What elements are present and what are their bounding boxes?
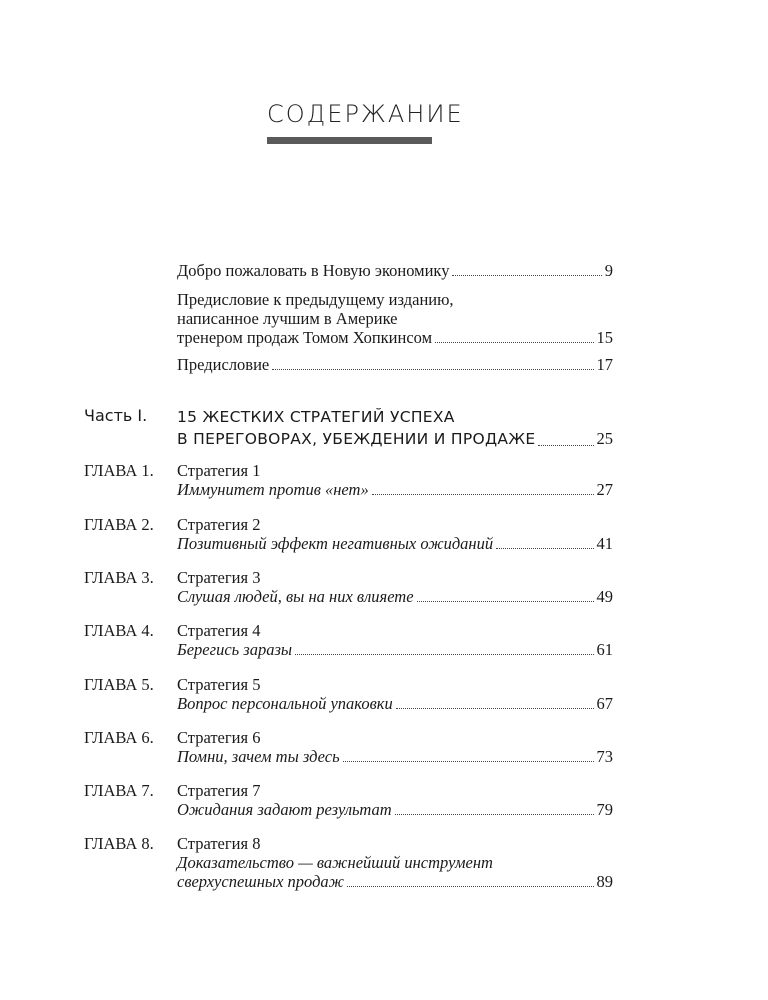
chapter-title: Доказательство — важнейший инструмент — [177, 853, 493, 872]
strategy-label: Стратегия 7 — [177, 781, 261, 800]
toc-page-number: 17 — [596, 355, 613, 374]
toc-entry-chapter-3[interactable] — [177, 568, 613, 606]
leader-dots — [538, 444, 593, 446]
toc-entry-chapter-6[interactable] — [177, 728, 613, 766]
part-title: В ПЕРЕГОВОРАХ, УБЕЖДЕНИИ И ПРОДАЖЕ — [177, 430, 536, 448]
chapter-title: Позитивный эффект негативных ожиданий — [177, 534, 494, 553]
strategy-label: Стратегия 4 — [177, 621, 261, 640]
strategy-label: Стратегия 5 — [177, 675, 261, 694]
toc-entry-foreword-previous[interactable] — [177, 290, 613, 347]
leader-dots — [372, 493, 594, 495]
chapter-title: Берегись заразы — [177, 640, 293, 659]
toc-page-number: 89 — [596, 872, 613, 891]
leader-dots — [452, 274, 601, 276]
part-title: 15 ЖЕСТКИХ СТРАТЕГИЙ УСПЕХА — [177, 408, 455, 426]
toc-page-number: 25 — [596, 429, 613, 448]
chapter-label: ГЛАВА 7. — [84, 781, 154, 800]
chapter-label: ГЛАВА 6. — [84, 728, 154, 747]
strategy-label: Стратегия 1 — [177, 461, 261, 480]
toc-entry-title: Добро пожаловать в Новую экономику — [177, 261, 450, 280]
chapter-title: сверхуспешных продаж — [177, 872, 345, 891]
leader-dots — [343, 760, 594, 762]
toc-entry-chapter-2[interactable] — [177, 515, 613, 553]
leader-dots — [295, 653, 593, 655]
chapter-label: ГЛАВА 8. — [84, 834, 154, 853]
chapter-label: ГЛАВА 1. — [84, 461, 154, 480]
toc-page-number: 27 — [596, 480, 613, 499]
chapter-title: Слушая людей, вы на них влияете — [177, 587, 414, 606]
chapter-title: Иммунитет против «нет» — [177, 480, 369, 499]
page-title: СОДЕРЖАНИЕ — [267, 100, 464, 128]
chapter-label: ГЛАВА 2. — [84, 515, 154, 534]
chapter-label: ГЛАВА 5. — [84, 675, 154, 694]
part-label: Часть I. — [84, 406, 148, 425]
toc-entry-chapter-5[interactable] — [177, 675, 613, 713]
leader-dots — [396, 707, 594, 709]
strategy-label: Стратегия 2 — [177, 515, 261, 534]
toc-page-number: 67 — [596, 694, 613, 713]
chapter-label: ГЛАВА 4. — [84, 621, 154, 640]
toc-page-number: 49 — [596, 587, 613, 606]
toc-entry-chapter-1[interactable] — [177, 461, 613, 499]
toc-entry-title: Предисловие к предыдущему изданию, — [177, 290, 454, 309]
chapter-title: Ожидания задают результат — [177, 800, 392, 819]
leader-dots — [395, 813, 594, 815]
leader-dots — [435, 341, 593, 343]
toc-entry-chapter-8[interactable] — [177, 834, 613, 891]
toc-page-number: 9 — [604, 261, 613, 280]
leader-dots — [417, 600, 594, 602]
toc-entry-title: Предисловие — [177, 355, 270, 374]
chapter-title: Помни, зачем ты здесь — [177, 747, 340, 766]
toc-entry-part-1[interactable] — [177, 406, 613, 450]
toc-page-number: 41 — [596, 534, 613, 553]
leader-dots — [347, 885, 593, 887]
strategy-label: Стратегия 3 — [177, 568, 261, 587]
title-underline — [267, 137, 432, 144]
toc-entry-title: тренером продаж Томом Хопкинсом — [177, 328, 433, 347]
toc-entry-title: написанное лучшим в Америке — [177, 309, 398, 328]
strategy-label: Стратегия 6 — [177, 728, 261, 747]
toc-entry-chapter-4[interactable] — [177, 621, 613, 659]
toc-entry-chapter-7[interactable] — [177, 781, 613, 819]
toc-page-number: 15 — [596, 328, 613, 347]
leader-dots — [496, 547, 593, 549]
toc-page-number: 73 — [596, 747, 613, 766]
leader-dots — [272, 368, 593, 370]
toc-page-number: 79 — [596, 800, 613, 819]
toc-entry-foreword[interactable] — [177, 355, 613, 374]
chapter-title: Вопрос персональной упаковки — [177, 694, 393, 713]
toc-entry-welcome[interactable] — [177, 261, 613, 280]
toc-page-number: 61 — [596, 640, 613, 659]
chapter-label: ГЛАВА 3. — [84, 568, 154, 587]
strategy-label: Стратегия 8 — [177, 834, 261, 853]
